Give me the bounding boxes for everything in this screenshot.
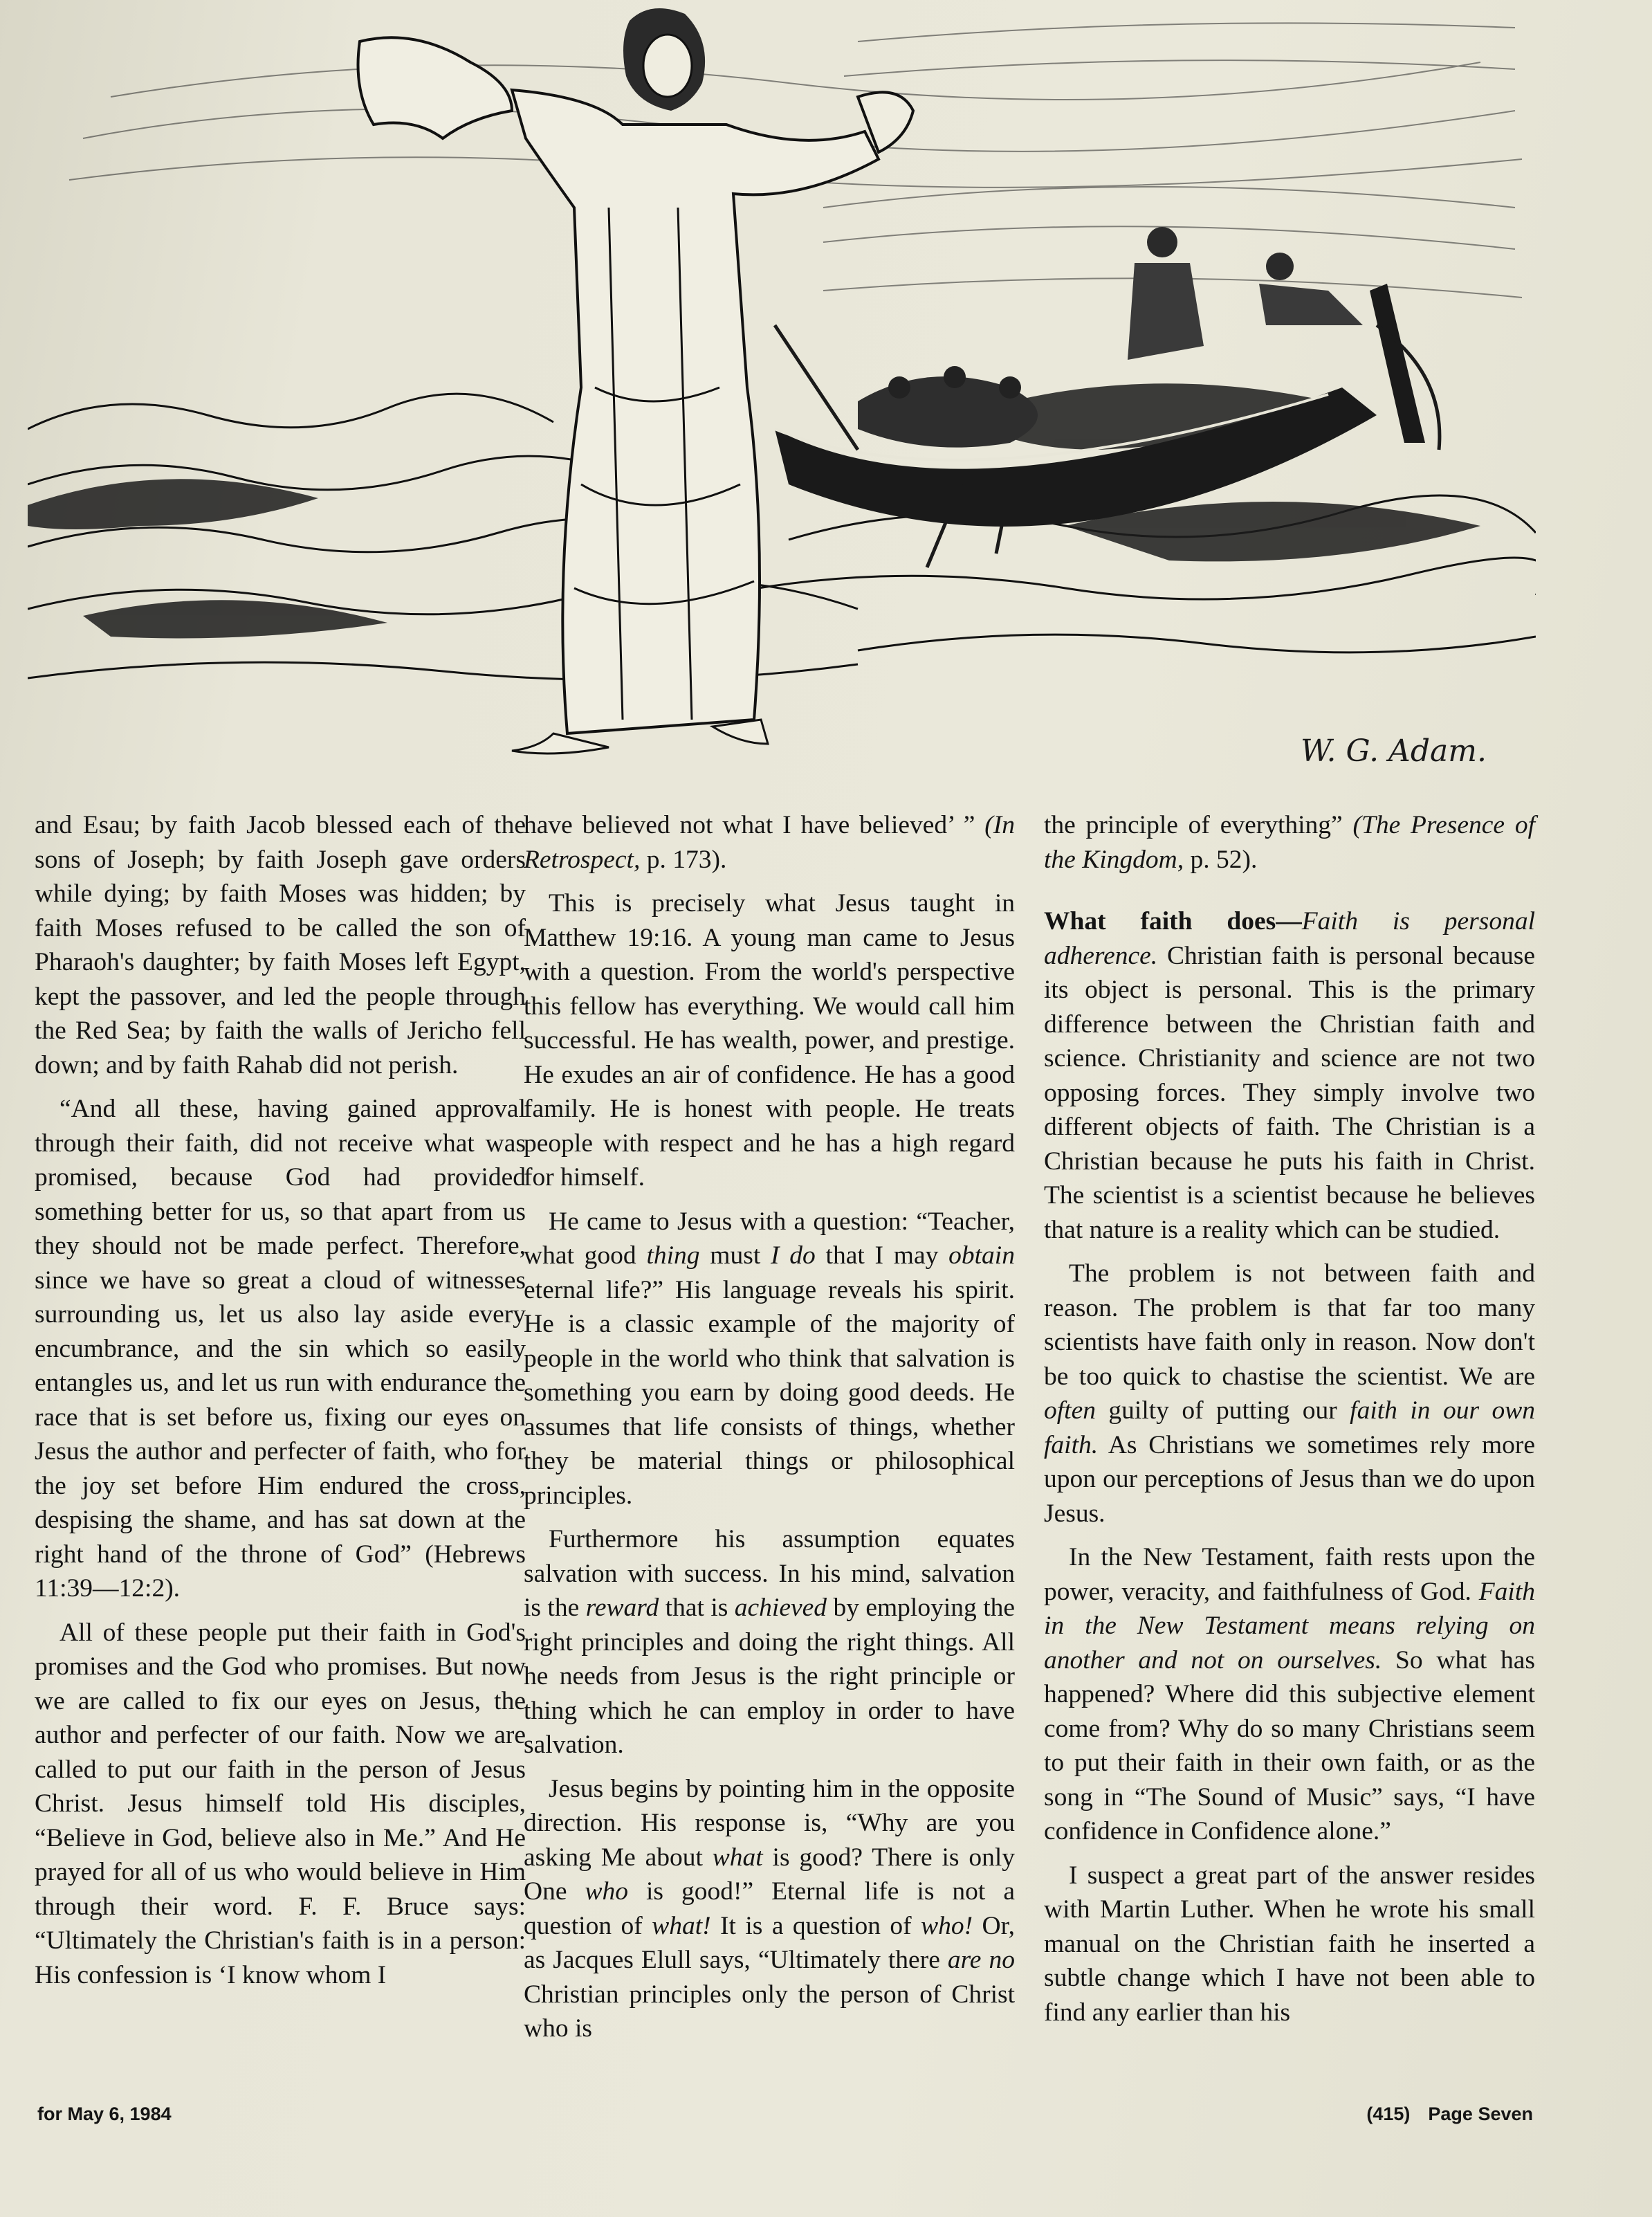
section-heading: What faith does— [1044, 907, 1302, 936]
paragraph: What faith does—Faith is personal adherence. Christian faith is personal because its object is personal. This is the primary difference between the Christian faith and science. Christianity and science are not two opposing forces. They simply involve two different objects of faith. The Christian is a Christian because he puts his faith in Christ. The scientist is a scientist because he believes that nature is a reality which can be studied. [1044, 907, 1535, 1244]
citation: (In Retrospect, [524, 811, 1015, 874]
issue-date: for May 6, 1984 [37, 2104, 172, 2124]
page-number: Page Seven [1428, 2104, 1533, 2124]
paragraph: This is precisely what Jesus taught in Matthew 19:16. A young man came to Jesus with a question. From the world's perspective this fellow has everything. We would call him successful. He has wealth, power, and prestige. He exudes an air of confidence. He has a good family. He is honest with people. He treats people with respect and he has a high regard for himself. [524, 889, 1015, 1192]
paragraph: All of these people put their faith in God's promises and the God who promises. But now we are called to fix our eyes on Jesus, the author and perfecter of our faith. Now we are called to put our faith in the person of Jesus Christ. Jesus himself told His disciples, “Believe in God, believe also in Me.” And He prayed for all of us who would believe in Him through their word. F. F. Bruce says: “Ultimately the Christian's faith is in a person: His confession is ‘I know whom I [35, 1618, 526, 1989]
paragraph: In the New Testament, faith rests upon the power, veracity, and faithfulness of God. Faith in the New Testament means relying on another and not on ourselves. So what has happened? Where did this subjective element come from? Why do so many Christians seem to put their faith in their own faith, or as the song in “The Sound of Music” says, “I have confidence in Confidence alone.” [1044, 1543, 1535, 1845]
section-heading-italic: Faith is personal adherence. [1044, 907, 1535, 970]
text-column-3 [1044, 808, 1535, 2039]
paragraph: and Esau; by faith Jacob blessed each of the sons of Joseph; by faith Joseph gave orders while dying; by faith Moses was hidden; by faith Moses refused to be called the son of Pharaoh's daughter; by faith Moses left Egypt, kept the passover, and led the people through the Red Sea; by faith the walls of Jericho fell down; and by faith Rahab did not perish. [35, 811, 526, 1079]
paragraph: He came to Jesus with a question: “Teacher, what good thing must I do that I may obtain eternal life?” His language reveals his spirit. He is a classic example of the majority of people in the world who think that salvation is something you earn by doing good deeds. He assumes that life consists of things, whether they be material things or philosophical principles. [524, 1207, 1015, 1510]
paragraph: have believed not what I have believed’ ” (In Retrospect, p. 173). [524, 811, 1015, 874]
jesus-calming-storm-illustration [28, 0, 1536, 796]
artist-signature: W. G. Adam. [1301, 733, 1487, 769]
text-column-1 [35, 808, 526, 2002]
text-column-2 [524, 808, 1015, 2056]
page-reference: (415) [1366, 2104, 1411, 2124]
paragraph: Furthermore his assumption equates salvation with success. In his mind, salvation is the reward that is achieved by employing the right principles and doing the right things. All he needs from Jesus is the right principle or thing which he can employ in order to have salvation. [524, 1525, 1016, 1759]
paragraph: Jesus begins by pointing him in the opposite direction. His response is, “Why are you asking Me about what is good? There is only One who is good!” Eternal life is not a question of what! It is a question of who! Or, as Jacques Elull says, “Ultimately there are no Christian principles only the person of Christ who is [524, 1774, 1015, 2043]
paragraph: The problem is not between faith and reason. The problem is that far too many scientists have faith only in reason. Now don't be too quick to chastise the scientist. We are often guilty of putting our faith in our own faith. As Christians we sometimes rely more upon our perceptions of Jesus than we do upon Jesus. [1044, 1259, 1535, 1528]
citation: (The Presence of the Kingdom, [1044, 811, 1536, 874]
paragraph: the principle of everything” (The Presence of the Kingdom, p. 52). [1044, 811, 1536, 874]
page-footer [1366, 2104, 1533, 2125]
paragraph: I suspect a great part of the answer resides with Martin Luther. When he wrote his small manual on the Christian faith he inserted a subtle change which I have not been able to find any earlier than his [1044, 1861, 1535, 2027]
paragraph: “And all these, having gained approval through their faith, did not receive what was promised, because God had provided something better for us, so that apart from us they should not be made perfect. Therefore, since we have so great a cloud of witnesses surrounding us, let us also lay aside every encumbrance, and the sin which so easily entangles us, and let us run with endurance the race that is set before us, fixing our eyes on Jesus the author and perfecter of faith, who for the joy set before Him endured the cross, despising the shame, and has sat down at the right hand of the throne of God” (Hebrews 11:39—12:2). [35, 1095, 526, 1603]
